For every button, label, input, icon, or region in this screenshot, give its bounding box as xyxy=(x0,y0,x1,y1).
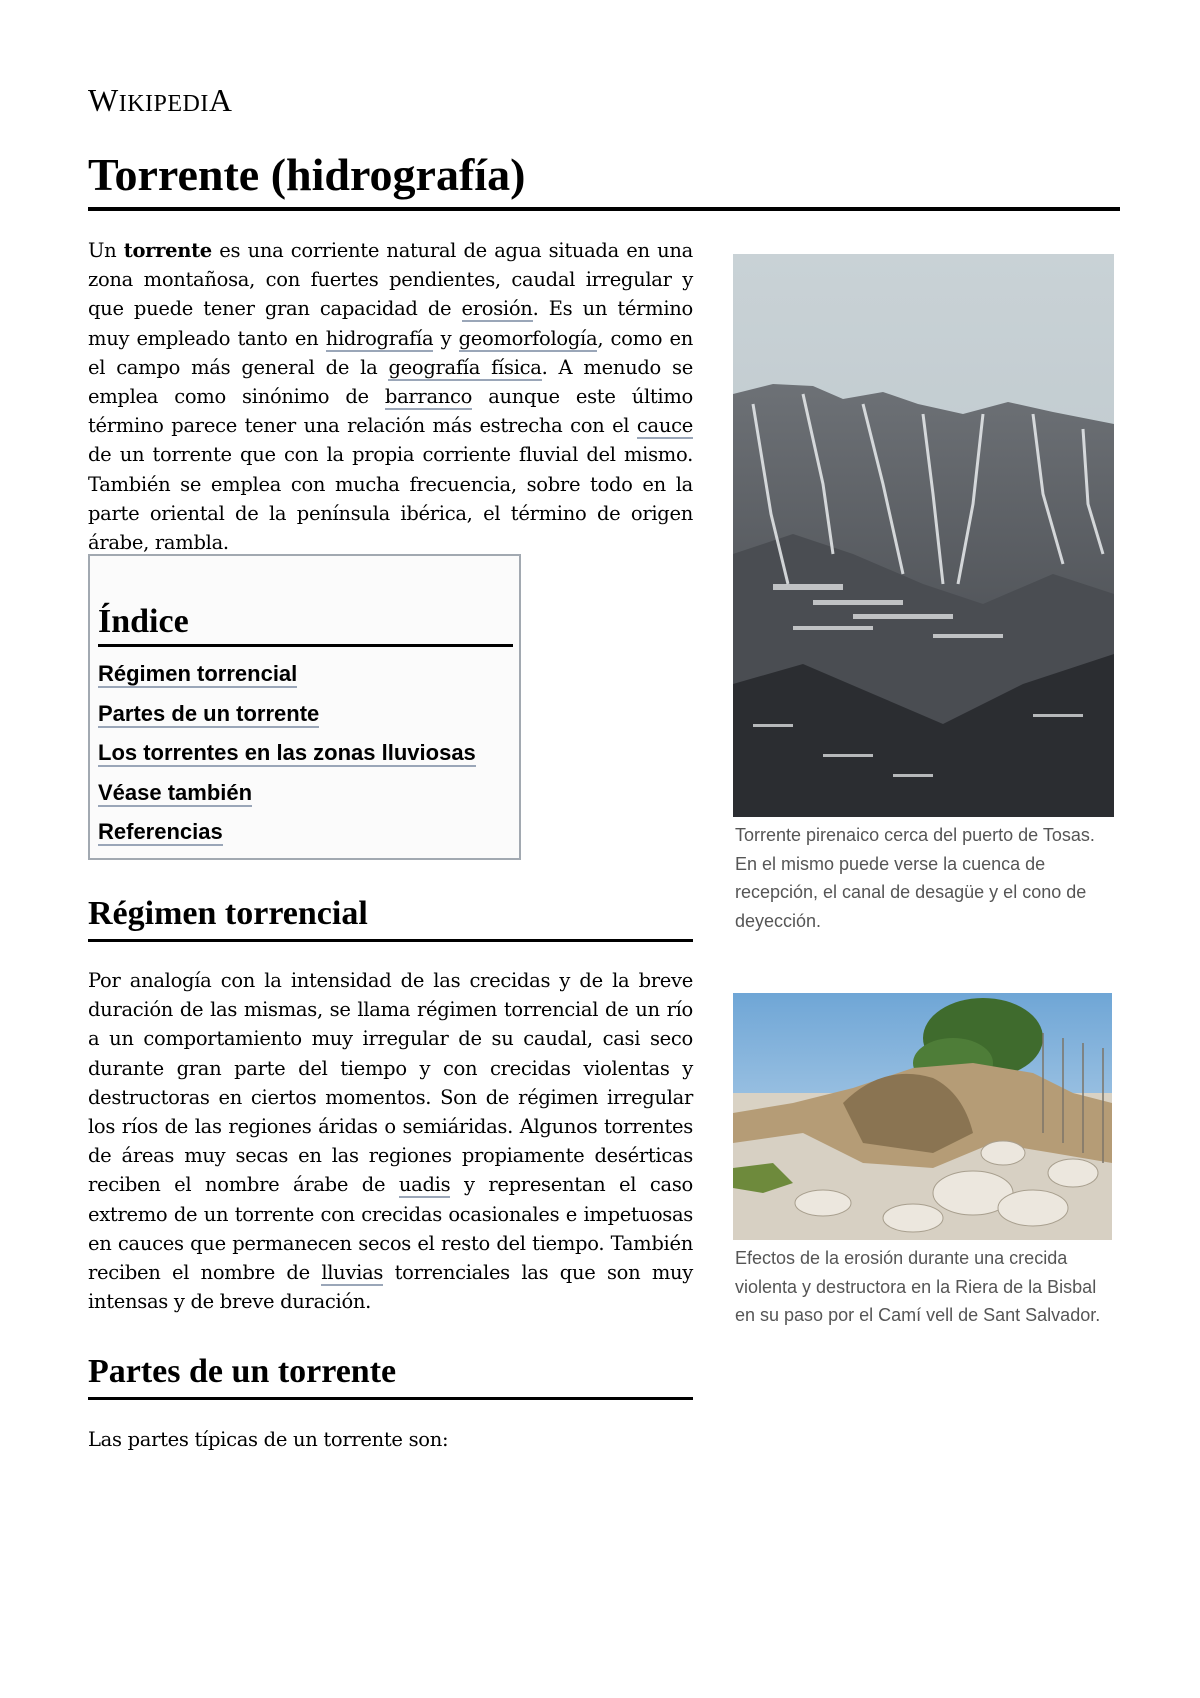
link-lluvias[interactable]: lluvias xyxy=(321,1261,384,1285)
section-heading-regimen: Régimen torrencial xyxy=(88,892,693,942)
link-erosion[interactable]: erosión xyxy=(461,297,533,321)
link-geomorfologia[interactable]: geomorfología xyxy=(458,326,598,350)
toc-item-referencias[interactable]: Referencias xyxy=(98,819,223,844)
intro-paragraph: Un torrente es una corriente natural de agua situada en una zona montañosa, con fuertes pendientes, caudal irregular y que puede tener gran capacidad de erosión. Es un término muy empleado tanto en hidrografía y geomorfología, como en el campo más general de la geografía física. A menudo se emplea como sinónimo de barranco aunque este último término parece tener una relación más estrecha con el cauce de un torrente que con la propia corriente fluvial del mismo. También se emplea con mucha frecuencia, sobre todo en la parte oriental de la península ibérica, el término de origen árabe, rambla. xyxy=(88,239,694,555)
toc-title: Índice xyxy=(98,600,513,647)
figure-torrente-pirenaico xyxy=(733,254,1114,935)
partes-section xyxy=(88,1425,693,1454)
erosion-riverbed-photo[interactable] xyxy=(733,993,1112,1240)
regimen-paragraph: Por analogía con la intensidad de las crecidas y de la breve duración de las mismas, se llama régimen torrencial de un río a un comportamiento muy irregular de su caudal, casi seco durante gran parte del tiempo y con crecidas violentas y destructoras en ciertos momentos. Son de régimen irregular los ríos de las regiones áridas o semiáridas. Algunos torrentes de áreas muy secas en las regiones propiamente desérticas reciben el nombre árabe de uadis y representan el caso extremo de un torrente con crecidas ocasionales e impetuosas en cauces que permanecen secos el resto del tiempo. También reciben el nombre de lluvias torrenciales las que son muy intensas y de breve duración. xyxy=(88,969,693,1314)
toc-item-vease-tambien[interactable]: Véase también xyxy=(98,779,253,805)
torrent-mountain-photo[interactable] xyxy=(733,254,1114,817)
link-barranco[interactable]: barranco xyxy=(384,385,473,409)
figure-caption: Torrente pirenaico cerca del puerto de Tosas. En el mismo puede verse la cuenca de recepción, el canal de desagüe y el cono de deyección. xyxy=(735,825,1095,931)
toc-list xyxy=(98,654,476,852)
toc-item-partes[interactable]: Partes de un torrente xyxy=(98,700,320,726)
link-hidrografia[interactable]: hidrografía xyxy=(325,326,434,350)
figure-erosion-riera xyxy=(733,993,1114,1330)
table-of-contents xyxy=(88,554,521,860)
page-title: Torrente (hidrografía) xyxy=(88,145,1120,211)
link-geografia-fisica[interactable]: geografía física xyxy=(388,355,542,379)
toc-item-zonas-lluviosas[interactable]: Los torrentes en las zonas lluviosas xyxy=(98,740,476,765)
section-heading-partes: Partes de un torrente xyxy=(88,1350,693,1400)
link-rambla[interactable]: rambla xyxy=(154,531,223,555)
figure-caption: Efectos de la erosión durante una crecida violenta y destructora en la Riera de la Bisbal en su paso por el Camí vell de Sant Salvador. xyxy=(735,1248,1101,1325)
intro-section xyxy=(88,236,693,557)
wikipedia-logo[interactable]: WIKIPEDIA xyxy=(88,82,233,118)
toc-item-regimen[interactable]: Régimen torrencial xyxy=(98,661,298,686)
regimen-section xyxy=(88,966,693,1316)
link-cauce[interactable]: cauce xyxy=(636,414,693,438)
partes-paragraph: Las partes típicas de un torrente son: xyxy=(88,1428,449,1451)
link-uadis[interactable]: uadis xyxy=(398,1173,451,1197)
